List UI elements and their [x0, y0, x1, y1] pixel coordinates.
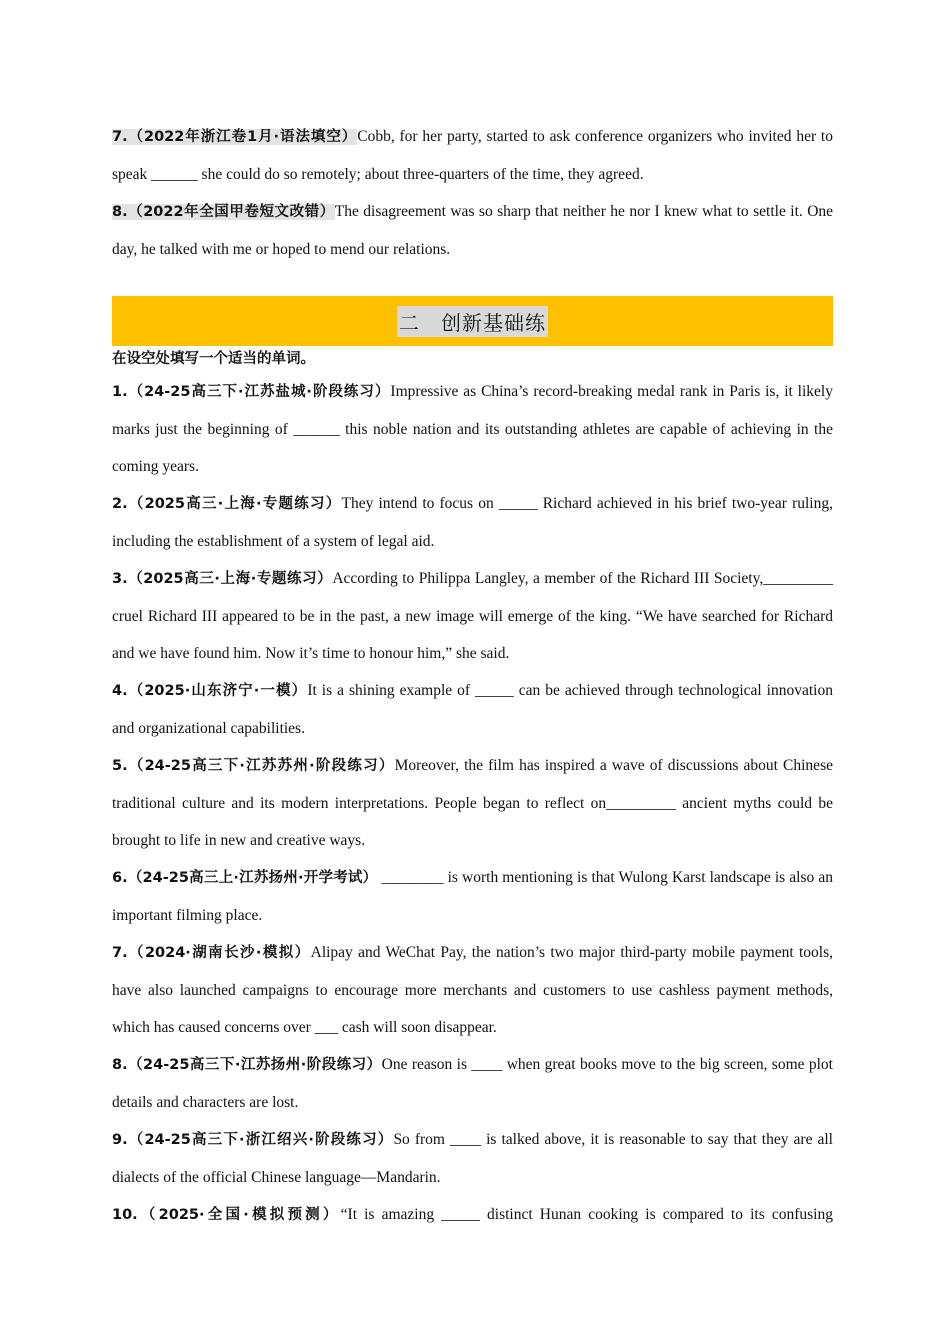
question-2 [112, 485, 833, 560]
question-label: 2.（2025高三·上海·专题练习） [112, 496, 342, 512]
question-text: Alipay and WeChat Pay, the nation’s two major third-party mobile payment tools, have also launched campaigns to encourage more merchants and customers to use cashless payment methods, which has caused concerns over ___ cash will soon disappear. [112, 944, 833, 1036]
question-6 [112, 859, 833, 934]
section-title: 二 创新基础练 [397, 306, 548, 337]
question-10 [112, 1196, 833, 1234]
question-text: One reason is ____ when great books move to the big screen, some plot details and characters are lost. [112, 1056, 833, 1111]
question-text: They intend to focus on _____ Richard achieved in his brief two-year ruling, including the establishment of a system of legal aid. [112, 495, 833, 550]
question-label: 8.（2022年全国甲卷短文改错） [112, 204, 335, 220]
question-text: Moreover, the film has inspired a wave of discussions about Chinese traditional culture and its modern interpretations. People began to reflect on_________ ancient myths could be brought to life in new and creative ways. [112, 757, 833, 849]
question-label: 9.（24-25高三下·浙江绍兴·阶段练习） [112, 1132, 394, 1148]
question-text: “It is amazing _____ distinct Hunan cooking is compared to its confusing [340, 1206, 833, 1223]
question-text: Impressive as China’s record-breaking medal rank in Paris is, it likely marks just the beginning of ______ this noble nation and its outstanding athletes are capable of achieving in the coming years. [112, 383, 833, 475]
question-8 [112, 1046, 833, 1121]
question-5 [112, 747, 833, 859]
question-text: It is a shining example of _____ can be achieved through technological innovation and organizational capabilities. [112, 682, 833, 737]
question-label: 10.（2025·全国·模拟预测） [112, 1207, 341, 1223]
question-label: 8.（24-25高三下·江苏扬州·阶段练习） [112, 1057, 382, 1073]
question-text: ________ is worth mentioning is that Wulong Karst landscape is also an important filming place. [112, 869, 833, 924]
question-label: 1.（24-25高三下·江苏盐城·阶段练习） [112, 384, 391, 400]
question-top-8 [112, 193, 833, 268]
document-page [112, 118, 833, 1234]
question-text: So from ____ is talked above, it is reasonable to say that they are all dialects of the official Chinese language—Mandarin. [112, 1131, 833, 1186]
section-header-banner [112, 296, 833, 346]
question-4 [112, 672, 833, 747]
question-top-7 [112, 118, 833, 193]
question-text: According to Philippa Langley, a member of the Richard III Society,_________ cruel Richard III appeared to be in the past, a new image will emerge of the king. “We have searched for Richard and we have found him. Now it’s time to honour him,” she said. [112, 570, 833, 662]
question-label: 7.（2022年浙江卷1月·语法填空） [112, 129, 358, 145]
section-instruction: 在设空处填写一个适当的单词。 [112, 351, 315, 367]
question-7 [112, 934, 833, 1046]
question-1 [112, 373, 833, 485]
question-label: 6.（24-25高三上·江苏扬州·开学考试） [112, 870, 378, 886]
question-label: 7.（2024·湖南长沙·模拟） [112, 945, 311, 961]
question-label: 5.（24-25高三下·江苏苏州·阶段练习） [112, 758, 395, 774]
question-label: 3.（2025高三·上海·专题练习） [112, 571, 333, 587]
question-text: Cobb, for her party, started to ask conference organizers who invited her to speak ______ she could do so remotely; about three-quarters of the time, they agreed. [112, 128, 833, 183]
question-3 [112, 560, 833, 672]
question-text: The disagreement was so sharp that neither he nor I knew what to settle it. One day, he talked with me or hoped to mend our relations. [112, 203, 834, 258]
question-label: 4.（2025·山东济宁·一模） [112, 683, 308, 699]
question-9 [112, 1121, 833, 1196]
